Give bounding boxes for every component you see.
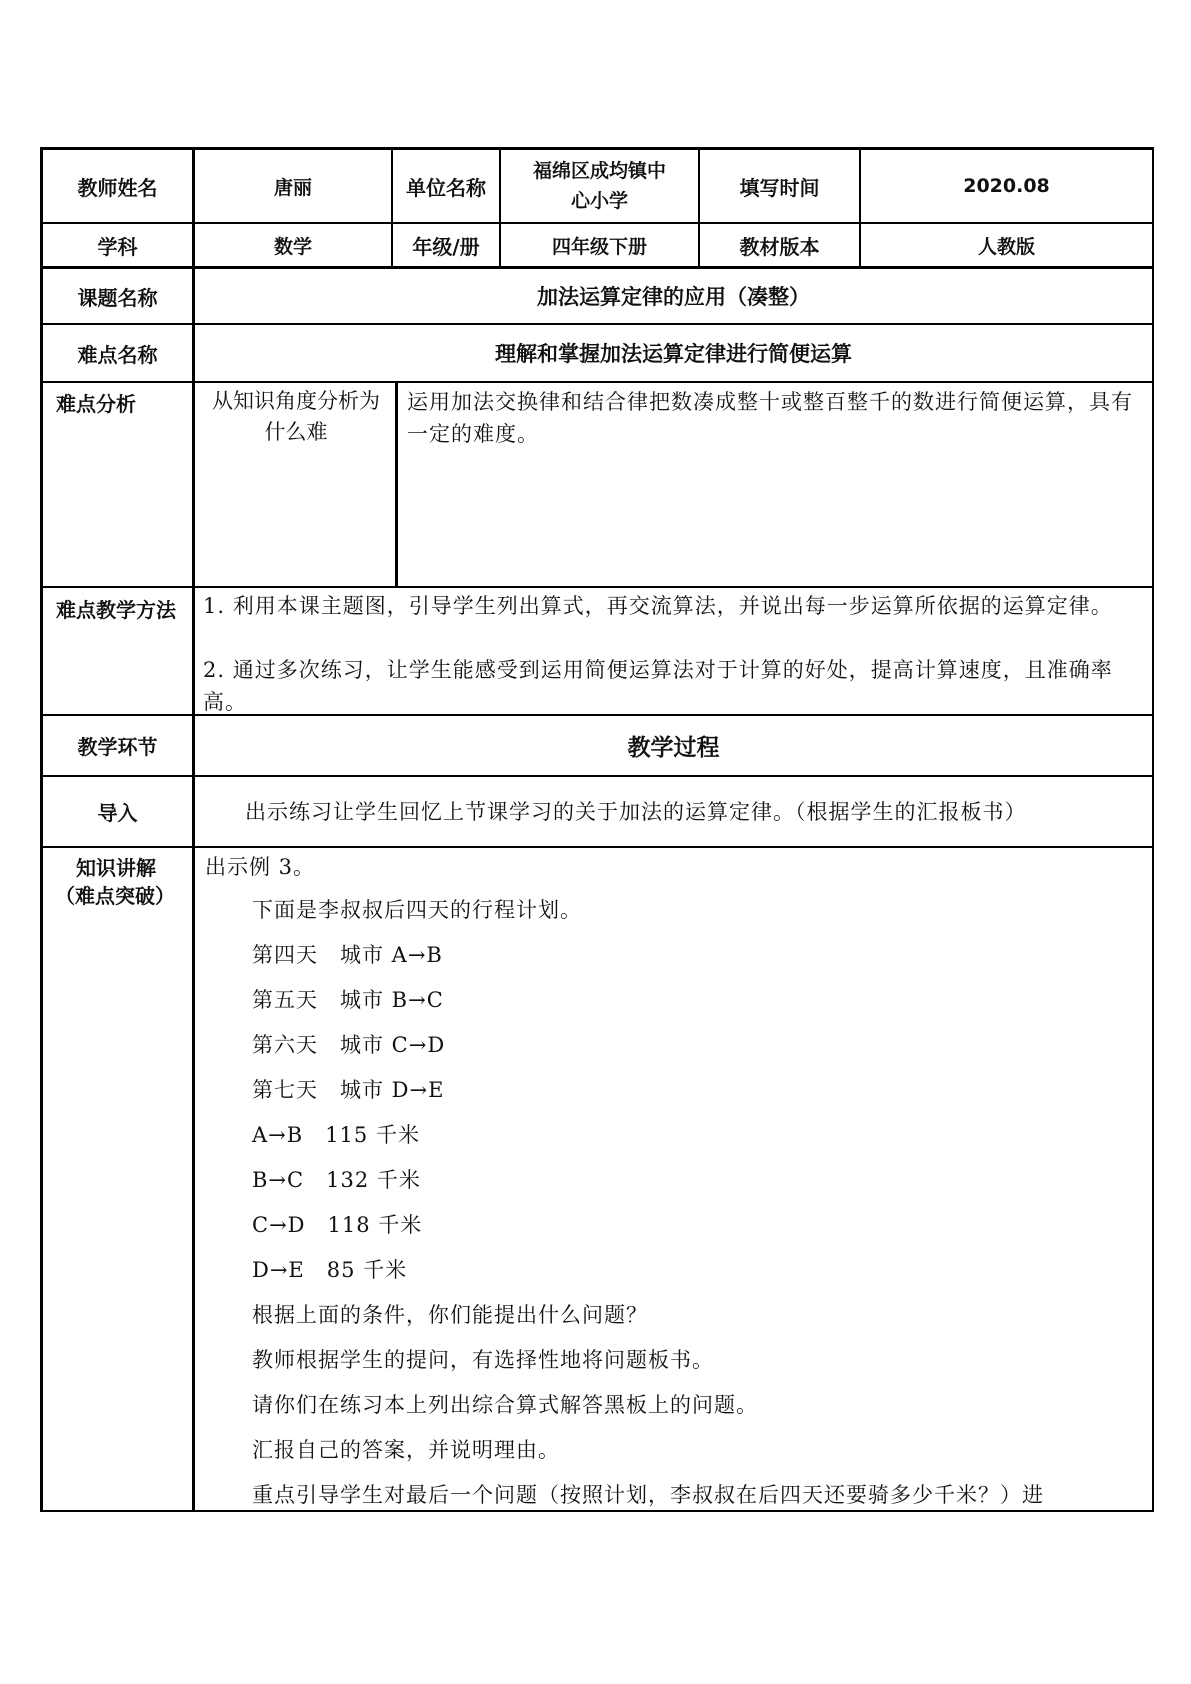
analysis-sublabel: 从知识角度分析为什么难 <box>212 389 380 444</box>
knowledge-line: D→E 85 千米 <box>252 1258 408 1282</box>
row-divider <box>40 586 1154 588</box>
unit-name-label: 单位名称 <box>406 175 486 200</box>
teacher-name-label: 教师姓名 <box>77 175 158 200</box>
row-divider <box>40 775 1154 777</box>
intro-label: 导入 <box>97 801 138 825</box>
knowledge-line: 重点引导学生对最后一个问题（按照计划，李叔叔在后四天还要骑多少千米？）进 <box>252 1483 1044 1507</box>
knowledge-line: B→C 132 千米 <box>252 1168 421 1192</box>
knowledge-line: 教师根据学生的提问，有选择性地将问题板书。 <box>252 1348 714 1372</box>
process-title: 教学过程 <box>627 735 720 761</box>
difficulty-label: 难点名称 <box>77 342 158 367</box>
intro-text: 出示练习让学生回忆上节课学习的关于加法的运算定律。（根据学生的汇报板书） <box>245 800 1027 824</box>
table-border-right <box>1152 147 1154 1512</box>
knowledge-line: 第四天 城市 A→B <box>252 943 443 967</box>
analysis-text: 运用加法交换律和结合律把数凑成整十或整百整千的数进行简便运算，具有一定的难度。 <box>407 390 1133 446</box>
grade-value: 四年级下册 <box>551 235 647 258</box>
knowledge-line: 第六天 城市 C→D <box>252 1033 446 1057</box>
unit-name-value: 福绵区成均镇中心小学 <box>532 160 666 212</box>
analysis-label: 难点分析 <box>56 392 136 416</box>
row-divider <box>40 1510 1154 1512</box>
topic-value: 加法运算定律的应用（凑整） <box>537 285 810 309</box>
subject-value: 数学 <box>273 235 312 258</box>
knowledge-line: 出示例 3。 <box>205 855 316 879</box>
subject-label: 学科 <box>97 234 138 259</box>
edition-value: 人教版 <box>977 235 1035 258</box>
col-divider <box>395 381 398 587</box>
grade-label: 年级/册 <box>412 234 480 259</box>
knowledge-line: 请你们在练习本上列出综合算式解答黑板上的问题。 <box>252 1393 758 1417</box>
knowledge-line: 第七天 城市 D→E <box>252 1078 445 1102</box>
knowledge-label: 知识讲解 <box>76 856 156 880</box>
date-value: 2020.08 <box>963 175 1050 197</box>
method-label: 难点教学方法 <box>56 598 176 622</box>
knowledge-line: 第五天 城市 B→C <box>252 988 444 1012</box>
date-label: 填写时间 <box>739 175 820 200</box>
knowledge-line: A→B 115 千米 <box>252 1123 420 1147</box>
edition-label: 教材版本 <box>739 234 820 259</box>
knowledge-line: 根据上面的条件，你们能提出什么问题？ <box>252 1303 648 1327</box>
knowledge-sublabel: （难点突破） <box>55 884 175 908</box>
knowledge-line: C→D 118 千米 <box>252 1213 423 1237</box>
topic-label: 课题名称 <box>77 285 158 310</box>
knowledge-line: 汇报自己的答案，并说明理由。 <box>252 1438 560 1462</box>
method-item-1: 1. 利用本课主题图，引导学生列出算式，再交流算法，并说出每一步运算所依据的运算定律。 <box>203 594 1113 618</box>
teacher-name-value: 唐丽 <box>273 176 312 199</box>
method-item-2: 2. 通过多次练习，让学生能感受到运用简便运算法对于计算的好处，提高计算速度，且准确率高。 <box>203 658 1113 714</box>
process-label: 教学环节 <box>77 735 158 759</box>
row-divider <box>40 381 1154 383</box>
difficulty-value: 理解和掌握加法运算定律进行简便运算 <box>495 342 852 366</box>
knowledge-line: 下面是李叔叔后四天的行程计划。 <box>252 898 582 922</box>
row-divider <box>40 846 1154 848</box>
